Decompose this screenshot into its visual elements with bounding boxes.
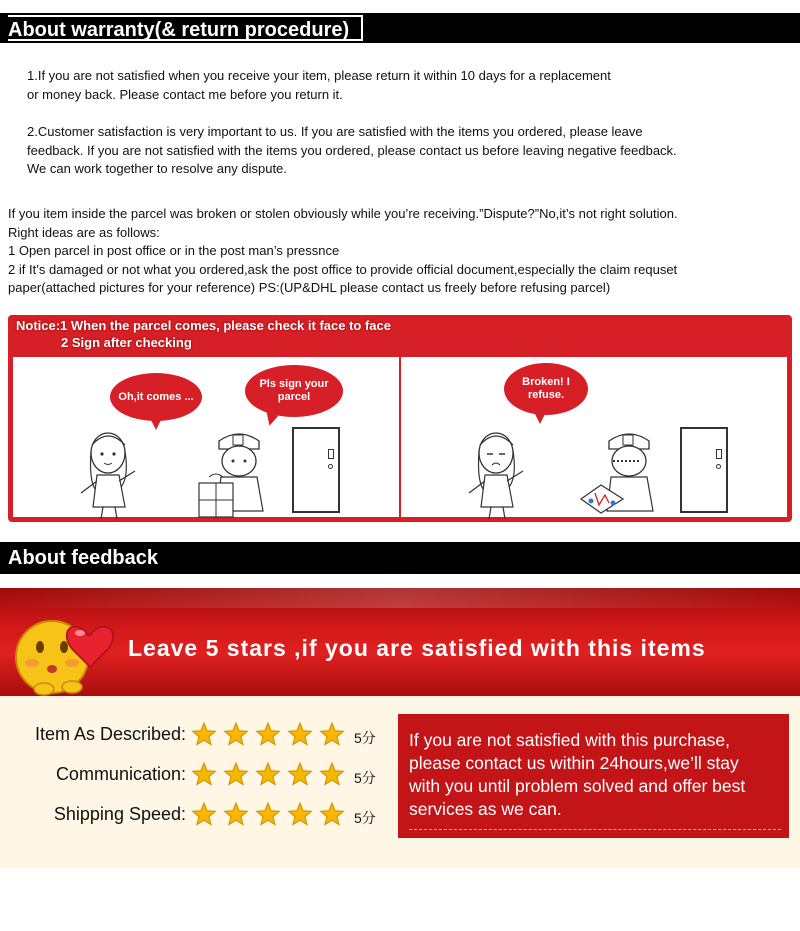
feedback-header-title: About feedback bbox=[8, 545, 170, 571]
rating-row bbox=[0, 724, 186, 748]
door-plate bbox=[716, 449, 722, 459]
star-icon bbox=[289, 803, 312, 825]
warranty-paragraph-3 bbox=[8, 205, 678, 298]
star-icon bbox=[257, 803, 280, 825]
sad-girl-illustration bbox=[463, 429, 533, 519]
text-line: 2 if It’s damaged or not what you ordered,ask the post office to provide official document,especially the claim requset bbox=[8, 261, 678, 277]
speech-bubble-refuse bbox=[504, 363, 588, 415]
courier-illustration bbox=[193, 427, 283, 522]
door-knob bbox=[716, 464, 721, 469]
text-line: or money back. Please contact me before you return it. bbox=[27, 86, 343, 102]
star-icon bbox=[289, 763, 312, 785]
door-illustration bbox=[292, 427, 340, 513]
courier-broken-parcel-illustration bbox=[577, 427, 671, 522]
message-line: please contact us within 24hours,we’ll stay bbox=[409, 753, 739, 773]
rating-label: Shipping Speed: bbox=[53, 804, 186, 824]
notice-line-1: Notice:1 When the parcel comes, please check it face to face bbox=[16, 318, 391, 333]
girl-illustration bbox=[75, 429, 145, 519]
text-line: Right ideas are as follows: bbox=[8, 224, 160, 240]
rating-score: 5分 bbox=[354, 730, 376, 746]
star-icon bbox=[257, 723, 280, 745]
text-line: 1 Open parcel in post office or in the post man’s pressnce bbox=[8, 243, 340, 258]
warranty-header-bar bbox=[0, 13, 800, 43]
notice-text bbox=[16, 317, 391, 351]
star-icon bbox=[257, 763, 280, 785]
star-icon bbox=[225, 723, 248, 745]
door-plate bbox=[328, 449, 334, 459]
star-rating bbox=[190, 761, 350, 789]
rating-row bbox=[0, 804, 186, 828]
text-line: If you item inside the parcel was broken or stolen obviously while you’re receiving.”Dispute?”No,it’s not right solution. bbox=[8, 206, 678, 221]
banner-text: Leave 5 stars ,if you are satisfied with this items bbox=[128, 635, 706, 661]
warranty-header-title: About warranty(& return procedure) bbox=[8, 15, 363, 41]
star-icon bbox=[321, 763, 344, 785]
rating-row bbox=[0, 764, 186, 788]
star-icon bbox=[193, 763, 216, 785]
rating-label: Item As Described: bbox=[34, 724, 186, 744]
star-rating bbox=[190, 721, 350, 749]
text-line: 2.Customer satisfaction is very important to us. If you are satisfied with the items you ordered, please leave bbox=[27, 124, 643, 139]
text-line: 1.If you are not satisfied when you receive your item, please return it within 10 days for a replacement bbox=[27, 68, 611, 83]
star-icon bbox=[225, 803, 248, 825]
contact-message bbox=[409, 729, 745, 821]
text-line: paper(attached pictures for your reference) PS:(UP&DHL please contact us freely before refusing parcel) bbox=[8, 280, 611, 295]
door-illustration bbox=[680, 427, 728, 513]
star-icon bbox=[289, 723, 312, 745]
star-icon bbox=[321, 723, 344, 745]
text-line: We can work together to resolve any dispute. bbox=[27, 161, 287, 176]
smiley-heart-icon bbox=[10, 605, 122, 697]
star-icon bbox=[193, 803, 216, 825]
rating-label: Communication: bbox=[55, 764, 186, 784]
notice-line-2: 2 Sign after checking bbox=[61, 335, 192, 350]
rating-score: 5分 bbox=[354, 770, 376, 786]
speech-bubble-courier-text: Pls sign your parcel bbox=[259, 378, 329, 403]
speech-bubble-refuse-text: Broken! I refuse. bbox=[522, 376, 570, 401]
star-icon bbox=[225, 763, 248, 785]
star-rating bbox=[190, 801, 350, 829]
speech-bubble-girl: Oh,it comes ... bbox=[110, 373, 202, 421]
feedback-header-bar bbox=[0, 542, 800, 574]
message-line: with you until problem solved and offer best bbox=[409, 776, 746, 796]
message-line: services as we can. bbox=[409, 799, 562, 819]
contact-message-box bbox=[398, 714, 789, 838]
dashed-divider bbox=[409, 829, 781, 830]
illustration-accept bbox=[13, 357, 399, 517]
speech-bubble-courier bbox=[245, 365, 343, 417]
text-line: feedback. If you are not satisfied with the items you ordered, please contact us before leaving negative feedback. bbox=[27, 142, 677, 158]
rating-score: 5分 bbox=[354, 810, 376, 826]
star-icon bbox=[321, 803, 344, 825]
illustration-refuse bbox=[401, 357, 787, 517]
warranty-paragraph-1 bbox=[27, 67, 611, 104]
door-knob bbox=[328, 464, 333, 469]
warranty-paragraph-2 bbox=[27, 123, 677, 179]
message-line: If you are not satisfied with this purchase, bbox=[409, 730, 730, 750]
star-icon bbox=[193, 723, 216, 745]
notice-panel bbox=[8, 315, 792, 522]
